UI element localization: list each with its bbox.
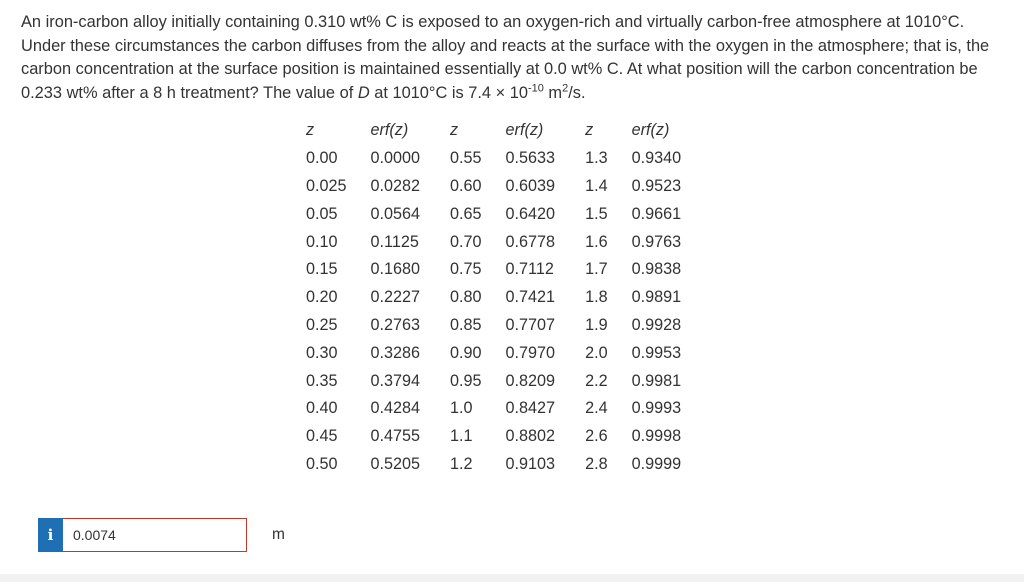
cell-z-2: 0.85 <box>450 315 482 334</box>
cell-erf-2: 0.7970 <box>505 343 556 362</box>
table-row <box>294 395 693 423</box>
exponent-square: 2 <box>562 82 569 95</box>
cell-z-3: 2.2 <box>585 371 608 390</box>
answer-input[interactable] <box>63 518 247 552</box>
header-erf-2: erf(z) <box>505 121 544 140</box>
cell-erf-3: 0.9340 <box>631 149 682 168</box>
question-text <box>21 11 1006 105</box>
cell-erf-2: 0.5633 <box>505 149 556 168</box>
cell-erf-1: 0.4755 <box>370 427 421 446</box>
cell-z-2: 0.70 <box>450 232 482 251</box>
cell-z-2: 0.55 <box>450 149 482 168</box>
cell-erf-3: 0.9763 <box>631 232 682 251</box>
cell-erf-1: 0.0000 <box>370 149 421 168</box>
cell-z-3: 1.5 <box>585 204 608 223</box>
cell-erf-3: 0.9993 <box>631 399 682 418</box>
cell-erf-3: 0.9838 <box>631 260 682 279</box>
table-row <box>294 284 693 312</box>
cell-z-1: 0.05 <box>306 204 338 223</box>
cell-z-2: 0.80 <box>450 288 482 307</box>
table-row <box>294 256 693 284</box>
cell-erf-1: 0.0564 <box>370 204 421 223</box>
cell-z-2: 0.75 <box>450 260 482 279</box>
header-z-1: z <box>306 121 315 140</box>
table-row <box>294 312 693 340</box>
cell-erf-3: 0.9523 <box>631 176 682 195</box>
question-mid: at 1010°C is 7.4 × 10 <box>369 83 528 102</box>
cell-erf-3: 0.9928 <box>631 315 682 334</box>
cell-z-3: 2.8 <box>585 454 608 473</box>
cell-erf-2: 0.6420 <box>505 204 556 223</box>
cell-z-1: 0.10 <box>306 232 338 251</box>
table-row <box>294 228 693 256</box>
table-row <box>294 451 693 479</box>
cell-z-3: 1.7 <box>585 260 608 279</box>
table-row <box>294 173 693 201</box>
table-row <box>294 339 693 367</box>
cell-erf-3: 0.9953 <box>631 343 682 362</box>
cell-erf-2: 0.8209 <box>505 371 556 390</box>
cell-z-3: 1.4 <box>585 176 608 195</box>
cell-z-3: 2.6 <box>585 427 608 446</box>
header-erf-3: erf(z) <box>631 121 670 140</box>
cell-z-2: 0.60 <box>450 176 482 195</box>
cell-erf-3: 0.9661 <box>631 204 682 223</box>
cell-erf-2: 0.7707 <box>505 315 556 334</box>
cell-z-1: 0.50 <box>306 454 338 473</box>
cell-erf-2: 0.8427 <box>505 399 556 418</box>
cell-erf-3: 0.9981 <box>631 371 682 390</box>
table-row <box>294 200 693 228</box>
cell-erf-1: 0.5205 <box>370 454 421 473</box>
erf-table-header-row <box>294 117 693 145</box>
question-main: An iron-carbon alloy initially containing 0.310 wt% C is exposed to an oxygen-rich and virtually carbon-free atmosphere at 1010°C. Under these circumstances the carbon diffuses from the alloy and reacts at the surface with the oxygen in the atmosphere; that is, the carbon concentration at the surface position is maintained essentially at 0.0 wt% C. At what position will the carbon concentration be 0.233 wt% after a 8 h treatment? The value of <box>21 13 990 102</box>
erf-table <box>294 117 693 478</box>
bottom-bar <box>0 574 1024 582</box>
cell-erf-2: 0.9103 <box>505 454 556 473</box>
cell-z-2: 1.1 <box>450 427 473 446</box>
header-z-3: z <box>585 121 594 140</box>
unit-label: m <box>272 526 285 543</box>
cell-erf-1: 0.0282 <box>370 176 421 195</box>
cell-z-3: 1.3 <box>585 149 608 168</box>
cell-z-2: 0.65 <box>450 204 482 223</box>
cell-z-1: 0.20 <box>306 288 338 307</box>
question-end: /s. <box>568 83 586 102</box>
info-icon[interactable] <box>38 518 63 552</box>
cell-z-1: 0.15 <box>306 260 338 279</box>
cell-z-2: 0.95 <box>450 371 482 390</box>
cell-erf-1: 0.3286 <box>370 343 421 362</box>
cell-z-1: 0.00 <box>306 149 338 168</box>
cell-z-2: 1.0 <box>450 399 473 418</box>
cell-z-3: 1.9 <box>585 315 608 334</box>
cell-erf-3: 0.9998 <box>631 427 682 446</box>
cell-erf-2: 0.7112 <box>505 260 554 279</box>
header-z-2: z <box>450 121 459 140</box>
cell-erf-2: 0.6039 <box>505 176 556 195</box>
cell-z-2: 0.90 <box>450 343 482 362</box>
info-glyph: i <box>47 526 54 544</box>
cell-z-1: 0.25 <box>306 315 338 334</box>
exponent-power: -10 <box>527 82 544 95</box>
diffusion-symbol: D <box>357 83 370 102</box>
cell-erf-2: 0.8802 <box>505 427 556 446</box>
cell-z-1: 0.025 <box>306 176 347 195</box>
table-row <box>294 145 693 173</box>
table-row <box>294 367 693 395</box>
cell-erf-1: 0.1125 <box>370 232 419 251</box>
question-unit: m <box>543 83 563 102</box>
cell-z-3: 2.0 <box>585 343 608 362</box>
cell-z-1: 0.40 <box>306 399 338 418</box>
cell-erf-1: 0.3794 <box>370 371 421 390</box>
cell-erf-3: 0.9891 <box>631 288 682 307</box>
table-row <box>294 423 693 451</box>
cell-z-3: 1.8 <box>585 288 608 307</box>
cell-erf-2: 0.7421 <box>505 288 556 307</box>
cell-z-3: 1.6 <box>585 232 608 251</box>
cell-erf-1: 0.2763 <box>370 315 421 334</box>
cell-z-2: 1.2 <box>450 454 473 473</box>
answer-row <box>38 518 285 552</box>
erf-table-body <box>294 145 693 479</box>
cell-erf-1: 0.4284 <box>370 399 421 418</box>
header-erf-1: erf(z) <box>370 121 409 140</box>
cell-erf-1: 0.2227 <box>370 288 421 307</box>
cell-z-1: 0.45 <box>306 427 338 446</box>
cell-z-1: 0.35 <box>306 371 338 390</box>
cell-erf-1: 0.1680 <box>370 260 421 279</box>
cell-erf-3: 0.9999 <box>631 454 682 473</box>
cell-z-1: 0.30 <box>306 343 338 362</box>
cell-erf-2: 0.6778 <box>505 232 556 251</box>
cell-z-3: 2.4 <box>585 399 608 418</box>
